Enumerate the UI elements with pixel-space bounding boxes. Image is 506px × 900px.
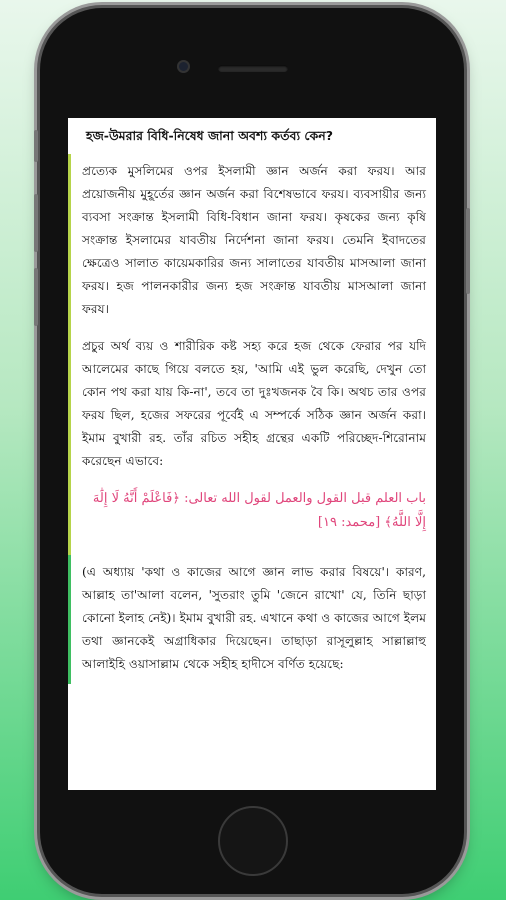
arabic-quote (82, 487, 426, 535)
paragraph-3: (এ অধ্যায় 'কথা ও কাজের আগে জ্ঞান লাভ করার বিষয়ে'। কারণ, আল্লাহ তা'আলা বলেন, 'সুতরাং তুমি 'জেনে রাখো' যে, তিনি ছাড়া কোনো ইলাহ নেই)। ইমাম বুখারী রহ. এখানে কথা ও কাজের আগে ইলম তথা জ্ঞানকেই অগ্রাধিকার দিয়েছেন। তাছাড়া রাসূলুল্লাহ সাল্লাল্লাহু আলাইহি ওয়াসাল্লাম থেকে সহীহ হাদীসে বর্ণিত হয়েছে: (82, 565, 426, 672)
volume-up-button (34, 194, 38, 252)
paragraph-1: প্রত্যেক মুসলিমের ওপর ইসলামী জ্ঞান অর্জন করা ফরয। আর প্রয়োজনীয় মুহূর্তের জ্ঞান অর্জন করা বিশেষভাবে ফরয। ব্যবসায়ীর জন্য ব্যবসা সংক্রান্ত ইসলামী বিধি-বিধান জানা ফরয। কৃষকের জন্য কৃষি সংক্রান্ত ইসলামের যাবতীয় নির্দেশনা জানা ফরয। তেমনি ইবাদতের ক্ষেত্রেও সালাত কায়েমকারির জন্য সালাতের যাবতীয় মাসআলা জানা ফরয। হজ পালনকারীর জন্য হজ সংক্রান্ত যাবতীয় মাসআলা জানা ফরয। (82, 164, 426, 317)
phone-frame (40, 8, 464, 894)
arabic-text: باب العلم قبل القول والعمل لقول الله تعالى: ﴿فَاعْلَمْ أَنَّهُ لَا إِلَٰهَ إِلَّا اللَّهُ﴾ (92, 491, 426, 531)
camera-icon (177, 60, 190, 73)
arabic-reference: [محمد: ١٩] (317, 515, 381, 531)
home-button[interactable] (218, 806, 288, 876)
power-button (466, 208, 470, 294)
volume-down-button (34, 268, 38, 326)
mute-switch (34, 130, 38, 162)
speaker-grille (218, 65, 288, 72)
article-title: হজ-উমরার বিধি-নিষেধ জানা অবশ্য কর্তব্য কেন? (86, 128, 333, 143)
article-body (68, 154, 436, 555)
translation-block (68, 555, 436, 684)
paragraph-2: প্রচুর অর্থ ব্যয় ও শারীরিক কষ্ট সহ্য করে হজ থেকে ফেরার পর যদি আলেমের কাছে গিয়ে বলতে হয়, 'আমি এই ভুল করেছি, দেখুন তো কোন পথ করা যায় কি-না', তবে তা দুঃখজনক বৈ কি। অথচ তার ওপর ফরয ছিল, হজের সফরের পূর্বেই এ সম্পর্কে সঠিক জ্ঞান অর্জন করা। ইমাম বুখারী রহ. তাঁর রচিত সহীহ গ্রন্থের একটি পরিচ্ছেদ-শিরোনাম করেছেন এভাবে: (82, 339, 426, 469)
screen[interactable] (68, 118, 436, 790)
